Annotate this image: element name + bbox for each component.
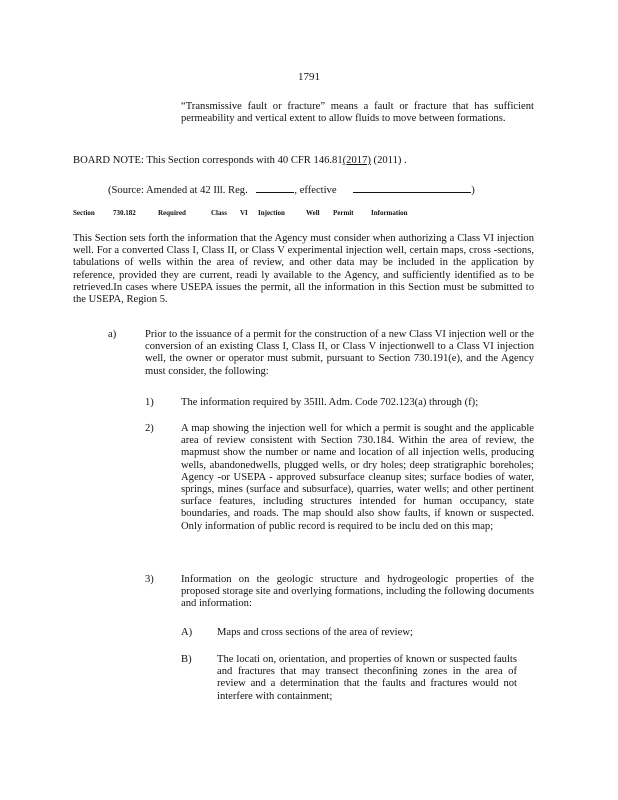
definition-paragraph: “Transmissive fault or fracture” means a fault or fracture that has sufficient permeability and vertical extent to allow fluids to move between formations. xyxy=(181,101,534,125)
item-A-label: A) xyxy=(181,627,193,638)
item-1-label: 1) xyxy=(145,397,154,408)
source-mid: , effective xyxy=(294,185,337,196)
section-number: 730.182 xyxy=(113,209,136,217)
board-note-deleted-year: (2011) xyxy=(370,155,402,166)
board-note-end: . xyxy=(401,155,407,166)
section-title-word-7: Information xyxy=(371,209,408,217)
source-note xyxy=(108,182,475,197)
board-note-inserted-year: (2017) xyxy=(342,155,371,166)
section-title-word-4: Injection xyxy=(258,209,285,217)
section-title-word-1: Required xyxy=(158,209,186,217)
item-2-text: A map showing the injection well for which a permit is sought and the applicable area of review consistent with Section 730.184. Within the area of review, the mapmust show the number or name and location of all injection wells, producing wells, abandonedwells, plugged wells, or dry holes; deep stratigraphic boreholes; Agency -or USEPA - approved subsurface cleanup sites; surface bodies of water, springs, mines (surface and subsurface), quarries, water wells; and other pertinent surface features, including structures intended for human occupancy, state boundaries, and roads. The map should also show faults, if known or suspected. Only information of public record is required to be inclu ded on this map; xyxy=(181,423,534,532)
section-label: Section xyxy=(73,209,95,217)
section-title-word-2: Class xyxy=(211,209,227,217)
section-heading xyxy=(0,209,618,219)
page-number: 1791 xyxy=(298,71,320,83)
item-B-text: The locati on, orientation, and properties of known or suspected faults and fractures that may transect theconfining zones in the area of review and a determination that the faults and fractures would not interfere with containment; xyxy=(217,654,517,702)
board-note xyxy=(73,155,407,167)
board-note-text: BOARD NOTE: This Section corresponds with 40 CFR 146.81 xyxy=(73,155,343,166)
item-a-label: a) xyxy=(108,329,117,340)
source-prefix: (Source: Amended at 42 Ill. Reg. xyxy=(108,185,248,196)
section-title-word-5: Well xyxy=(306,209,320,217)
item-A-text: Maps and cross sections of the area of review; xyxy=(217,627,413,638)
effective-date-blank xyxy=(353,182,471,193)
section-title-word-6: Permit xyxy=(333,209,354,217)
source-end: ) xyxy=(471,185,475,196)
item-3-label: 3) xyxy=(145,574,154,585)
item-1-text: The information required by 35Ill. Adm. Code 702.123(a) through (f); xyxy=(181,397,479,408)
register-page-blank xyxy=(256,182,294,193)
item-a-text: Prior to the issuance of a permit for the construction of a new Class VI injection well or the conversion of an existing Class I, Class II, or Class V injectionwell to a Class VI injection well, the owner or operator must submit, pursuant to Section 730.191(e), and the Agency must consider, the following: xyxy=(145,329,534,377)
section-title-word-3: VI xyxy=(240,209,248,217)
item-B-label: B) xyxy=(181,654,192,665)
item-2-label: 2) xyxy=(145,423,154,434)
intro-paragraph: This Section sets forth the information that the Agency must consider when authorizing a Class VI injection well. For a converted Class I, Class II, or Class V experimental injection well, certain maps, cross -sections, tabulations of wells within the area of review, and other data may be included in the application by reference, provided they are current, readi ly available to the Agency, and sufficiently identified as to be retrieved.In cases where USEPA issues the permit, all the information in this Section must be submitted to the USEPA, Region 5. xyxy=(73,233,534,306)
item-3-text: Information on the geologic structure and hydrogeologic properties of the proposed storage site and overlying formations, including the following documents and information: xyxy=(181,574,534,610)
